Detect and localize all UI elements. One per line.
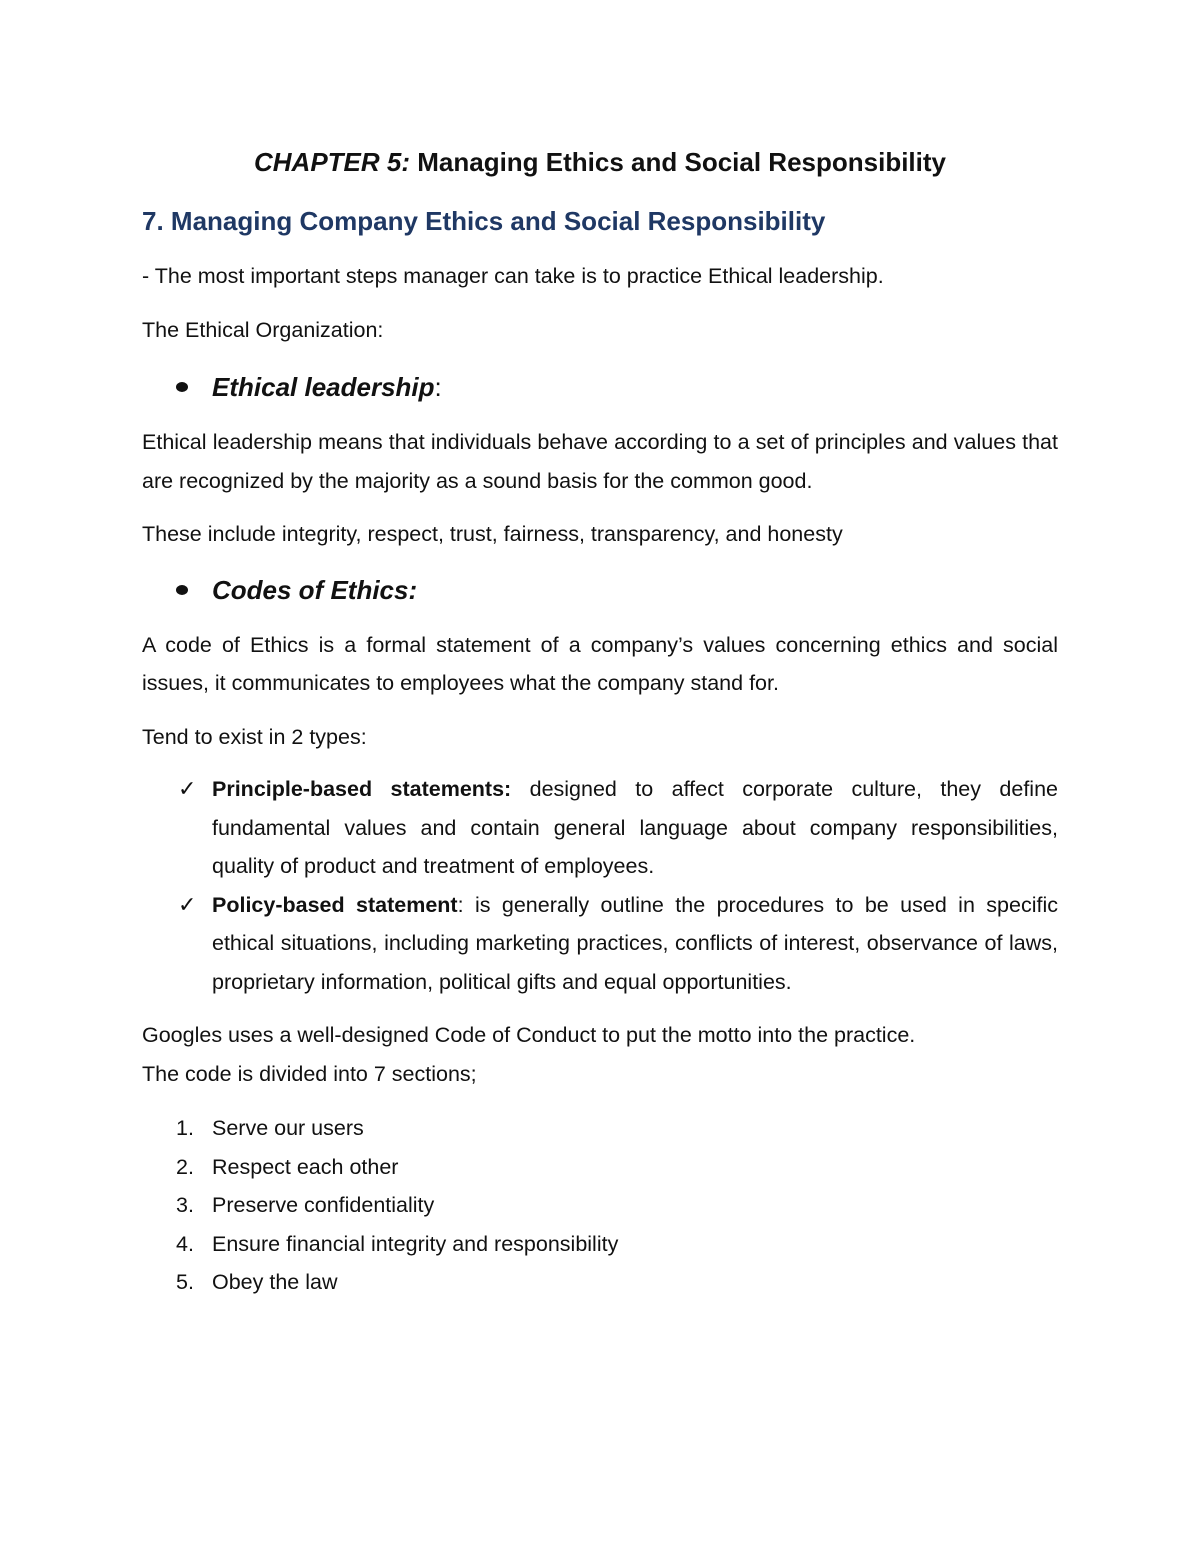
google-code-line-2: The code is divided into 7 sections;: [142, 1061, 477, 1086]
google-code-paragraph: [142, 1016, 1058, 1093]
ethical-values-line: These include integrity, respect, trust, fairness, transparency, and honesty: [142, 522, 843, 546]
chapter-title: [142, 140, 1058, 184]
list-item-text: Preserve confidentiality: [212, 1193, 435, 1217]
list-item: [142, 1186, 1058, 1225]
ethical-leadership-heading-text: Ethical leadership: [212, 372, 435, 402]
checkmark-icon: ✓: [178, 891, 197, 917]
google-sections-list: [142, 1109, 1058, 1302]
list-item: [142, 1225, 1058, 1264]
types-intro: Tend to exist in 2 types:: [142, 724, 367, 749]
code-type-item-policy: [142, 886, 1058, 1002]
list-item-number: 1.: [176, 1116, 194, 1140]
document-content: [142, 140, 1058, 1302]
list-item-text: Serve our users: [212, 1116, 364, 1140]
list-item-number: 3.: [176, 1193, 194, 1217]
codes-of-ethics-heading-text: Codes of Ethics:: [212, 574, 418, 605]
list-item: [142, 1148, 1058, 1187]
google-code-line-1: Googles uses a well-designed Code of Conduct to put the motto into the practice.: [142, 1023, 916, 1047]
list-item-text: Obey the law: [212, 1270, 338, 1294]
section-title: 7. Managing Company Ethics and Social Responsibility: [142, 206, 826, 236]
list-item-number: 5.: [176, 1270, 194, 1294]
list-item: [142, 1109, 1058, 1148]
bullet-icon: [176, 382, 188, 392]
list-item-text: Ensure financial integrity and responsibility: [212, 1231, 619, 1256]
ethical-leadership-heading: [142, 367, 1058, 407]
checkmark-icon: ✓: [178, 776, 197, 801]
list-item-number: 4.: [176, 1231, 194, 1256]
chapter-title-text: Managing Ethics and Social Responsibility: [410, 147, 946, 177]
code-types-list: [142, 770, 1058, 1001]
ethical-leadership-paragraph: Ethical leadership means that individuals behave according to a set of principles and values that are recognized by the majority as a sound basis for the common good.: [142, 430, 1058, 493]
list-item-text: Respect each other: [212, 1154, 399, 1179]
code-type-text: : is generally outline the procedures to be used in specific ethical situations, including marketing practices, conflicts of interest, observance of laws, proprietary information, political gifts and equal opportunities.: [212, 892, 1058, 994]
ethical-organization-heading: The Ethical Organization:: [142, 317, 384, 342]
code-type-text: designed to affect corporate culture, they define fundamental values and contain general language about company responsibilities, quality of product and treatment of employees.: [212, 777, 1059, 878]
code-type-label: Principle-based statements:: [212, 777, 512, 801]
codes-of-ethics-paragraph: A code of Ethics is a formal statement of a company’s values concerning ethics and social issues, it communicates to employees what the company stand for.: [142, 632, 1058, 695]
ethical-leadership-heading-colon: :: [434, 372, 442, 402]
code-type-label: Policy-based statement: [212, 892, 458, 917]
bullet-icon: [176, 585, 188, 595]
chapter-label: CHAPTER 5:: [254, 147, 411, 177]
list-item: [142, 1263, 1058, 1302]
intro-line: - The most important steps manager can take is to practice Ethical leadership.: [142, 264, 884, 288]
codes-of-ethics-heading: [142, 570, 1058, 610]
list-item-number: 2.: [176, 1154, 194, 1179]
code-type-item-principle: [142, 770, 1058, 886]
